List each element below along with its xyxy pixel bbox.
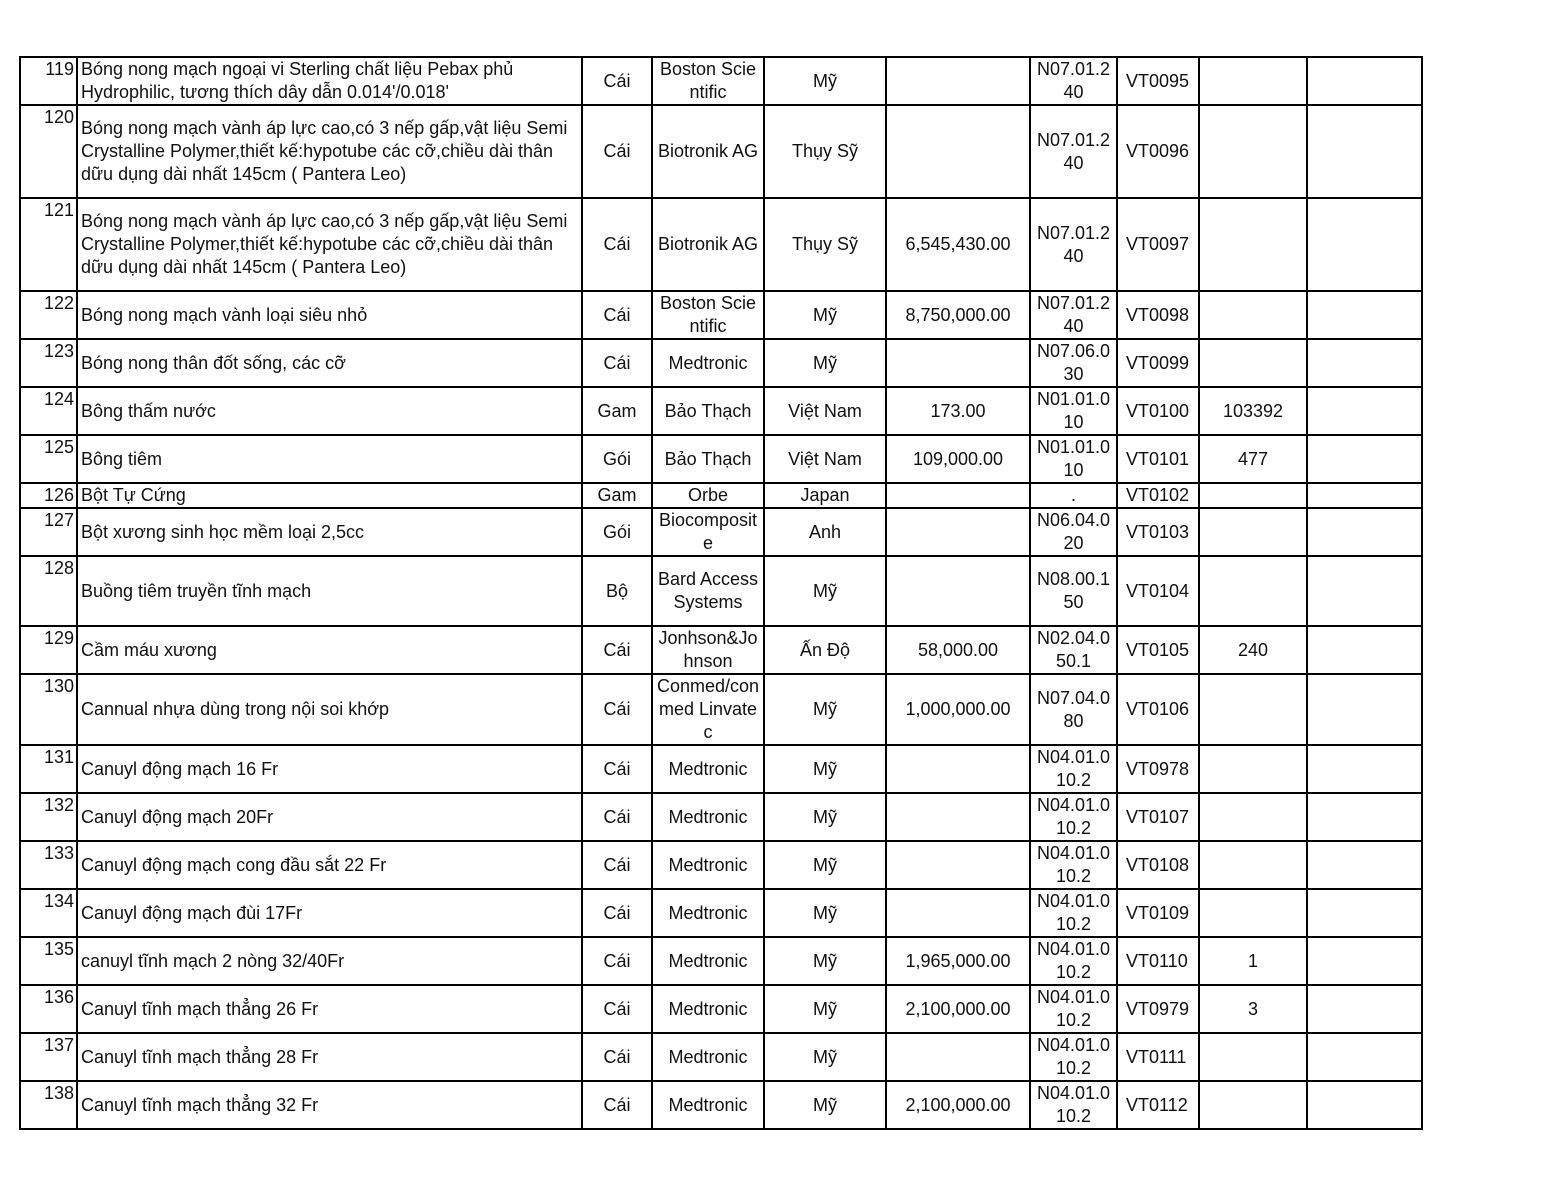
group-code: N04.01.010.2 bbox=[1030, 937, 1117, 985]
item-name: Canuyl tĩnh mạch thẳng 26 Fr bbox=[77, 985, 582, 1033]
table-body bbox=[20, 57, 1422, 1129]
unit: Gói bbox=[582, 435, 652, 483]
country: Thụy Sỹ bbox=[764, 105, 886, 198]
manufacturer: Biocomposite bbox=[652, 508, 764, 556]
item-name: Canuyl động mạch 16 Fr bbox=[77, 745, 582, 793]
quantity: 477 bbox=[1199, 435, 1307, 483]
table-row bbox=[20, 339, 1422, 387]
unit: Cái bbox=[582, 105, 652, 198]
unit-price: 1,000,000.00 bbox=[886, 674, 1030, 745]
group-code: N07.06.030 bbox=[1030, 339, 1117, 387]
table-row bbox=[20, 937, 1422, 985]
row-number: 120 bbox=[20, 105, 77, 198]
row-number: 121 bbox=[20, 198, 77, 291]
unit-price bbox=[886, 889, 1030, 937]
manufacturer: Bảo Thạch bbox=[652, 387, 764, 435]
manufacturer: Biotronik AG bbox=[652, 198, 764, 291]
unit-price: 58,000.00 bbox=[886, 626, 1030, 674]
unit-price bbox=[886, 745, 1030, 793]
item-code: VT0095 bbox=[1117, 57, 1199, 105]
group-code: N04.01.010.2 bbox=[1030, 889, 1117, 937]
unit-price: 2,100,000.00 bbox=[886, 985, 1030, 1033]
table-row bbox=[20, 435, 1422, 483]
extra-cell bbox=[1307, 1033, 1422, 1081]
row-number: 136 bbox=[20, 985, 77, 1033]
unit-price: 2,100,000.00 bbox=[886, 1081, 1030, 1129]
extra-cell bbox=[1307, 793, 1422, 841]
group-code: N07.01.240 bbox=[1030, 291, 1117, 339]
item-code: VT0098 bbox=[1117, 291, 1199, 339]
extra-cell bbox=[1307, 291, 1422, 339]
manufacturer: Bảo Thạch bbox=[652, 435, 764, 483]
item-code: VT0979 bbox=[1117, 985, 1199, 1033]
unit-price bbox=[886, 793, 1030, 841]
unit: Cái bbox=[582, 57, 652, 105]
item-name: Buồng tiêm truyền tĩnh mạch bbox=[77, 556, 582, 626]
table-row bbox=[20, 626, 1422, 674]
country: Mỹ bbox=[764, 339, 886, 387]
group-code: N01.01.010 bbox=[1030, 435, 1117, 483]
group-code: N04.01.010.2 bbox=[1030, 985, 1117, 1033]
manufacturer: Bard Access Systems bbox=[652, 556, 764, 626]
manufacturer: Orbe bbox=[652, 483, 764, 508]
row-number: 131 bbox=[20, 745, 77, 793]
item-name: Bông tiêm bbox=[77, 435, 582, 483]
group-code: N07.01.240 bbox=[1030, 57, 1117, 105]
item-name: Bóng nong mạch vành loại siêu nhỏ bbox=[77, 291, 582, 339]
item-name: Canuyl động mạch 20Fr bbox=[77, 793, 582, 841]
quantity: 240 bbox=[1199, 626, 1307, 674]
table-row bbox=[20, 1033, 1422, 1081]
item-name: Canuyl động mạch cong đầu sắt 22 Fr bbox=[77, 841, 582, 889]
item-code: VT0096 bbox=[1117, 105, 1199, 198]
quantity bbox=[1199, 57, 1307, 105]
unit: Cái bbox=[582, 1081, 652, 1129]
item-name: Canuyl động mạch đùi 17Fr bbox=[77, 889, 582, 937]
row-number: 125 bbox=[20, 435, 77, 483]
table-row bbox=[20, 508, 1422, 556]
unit: Cái bbox=[582, 198, 652, 291]
quantity: 3 bbox=[1199, 985, 1307, 1033]
quantity bbox=[1199, 339, 1307, 387]
extra-cell bbox=[1307, 626, 1422, 674]
row-number: 135 bbox=[20, 937, 77, 985]
row-number: 129 bbox=[20, 626, 77, 674]
item-code: VT0108 bbox=[1117, 841, 1199, 889]
row-number: 133 bbox=[20, 841, 77, 889]
country: Mỹ bbox=[764, 674, 886, 745]
item-code: VT0105 bbox=[1117, 626, 1199, 674]
row-number: 130 bbox=[20, 674, 77, 745]
group-code: N04.01.010.2 bbox=[1030, 841, 1117, 889]
table-row bbox=[20, 793, 1422, 841]
item-code: VT0097 bbox=[1117, 198, 1199, 291]
item-name: Bột xương sinh học mềm loại 2,5cc bbox=[77, 508, 582, 556]
unit: Cái bbox=[582, 985, 652, 1033]
row-number: 138 bbox=[20, 1081, 77, 1129]
group-code: N04.01.010.2 bbox=[1030, 1033, 1117, 1081]
row-number: 127 bbox=[20, 508, 77, 556]
unit: Cái bbox=[582, 793, 652, 841]
manufacturer: Medtronic bbox=[652, 745, 764, 793]
table-row bbox=[20, 291, 1422, 339]
table-row bbox=[20, 745, 1422, 793]
country: Mỹ bbox=[764, 1033, 886, 1081]
unit-price: 1,965,000.00 bbox=[886, 937, 1030, 985]
unit-price: 173.00 bbox=[886, 387, 1030, 435]
unit: Cái bbox=[582, 745, 652, 793]
country: Việt Nam bbox=[764, 435, 886, 483]
manufacturer: Boston Scientific bbox=[652, 57, 764, 105]
manufacturer: Medtronic bbox=[652, 937, 764, 985]
extra-cell bbox=[1307, 339, 1422, 387]
country: Mỹ bbox=[764, 985, 886, 1033]
quantity bbox=[1199, 793, 1307, 841]
unit: Bộ bbox=[582, 556, 652, 626]
quantity bbox=[1199, 508, 1307, 556]
unit: Cái bbox=[582, 674, 652, 745]
table-row bbox=[20, 841, 1422, 889]
unit: Cái bbox=[582, 1033, 652, 1081]
group-code: N08.00.150 bbox=[1030, 556, 1117, 626]
item-name: Bóng nong mạch vành áp lực cao,có 3 nếp gấp,vật liệu Semi Crystalline Polymer,thiết kế:hypotube các cỡ,chiều dài thân dữu dụng dài nhất 145cm ( Pantera Leo) bbox=[77, 105, 582, 198]
quantity bbox=[1199, 291, 1307, 339]
manufacturer: Medtronic bbox=[652, 1081, 764, 1129]
unit: Cái bbox=[582, 626, 652, 674]
unit: Cái bbox=[582, 339, 652, 387]
manufacturer: Medtronic bbox=[652, 1033, 764, 1081]
table-row bbox=[20, 198, 1422, 291]
item-code: VT0099 bbox=[1117, 339, 1199, 387]
unit: Cái bbox=[582, 937, 652, 985]
manufacturer: Conmed/conmed Linvatec bbox=[652, 674, 764, 745]
country: Mỹ bbox=[764, 745, 886, 793]
table-row bbox=[20, 674, 1422, 745]
group-code: N02.04.050.1 bbox=[1030, 626, 1117, 674]
row-number: 134 bbox=[20, 889, 77, 937]
manufacturer: Biotronik AG bbox=[652, 105, 764, 198]
unit: Cái bbox=[582, 841, 652, 889]
item-code: VT0109 bbox=[1117, 889, 1199, 937]
quantity bbox=[1199, 1033, 1307, 1081]
unit-price: 109,000.00 bbox=[886, 435, 1030, 483]
country: Mỹ bbox=[764, 556, 886, 626]
unit: Gam bbox=[582, 387, 652, 435]
item-name: Bột Tự Cứng bbox=[77, 483, 582, 508]
row-number: 123 bbox=[20, 339, 77, 387]
unit-price: 8,750,000.00 bbox=[886, 291, 1030, 339]
row-number: 119 bbox=[20, 57, 77, 105]
group-code: N04.01.010.2 bbox=[1030, 793, 1117, 841]
table-row bbox=[20, 889, 1422, 937]
country: Mỹ bbox=[764, 1081, 886, 1129]
country: Mỹ bbox=[764, 291, 886, 339]
extra-cell bbox=[1307, 1081, 1422, 1129]
unit-price bbox=[886, 57, 1030, 105]
row-number: 122 bbox=[20, 291, 77, 339]
extra-cell bbox=[1307, 674, 1422, 745]
item-name: Canuyl tĩnh mạch thẳng 28 Fr bbox=[77, 1033, 582, 1081]
extra-cell bbox=[1307, 387, 1422, 435]
item-name: Cannual nhựa dùng trong nội soi khớp bbox=[77, 674, 582, 745]
quantity bbox=[1199, 674, 1307, 745]
row-number: 128 bbox=[20, 556, 77, 626]
country: Ấn Độ bbox=[764, 626, 886, 674]
manufacturer: Medtronic bbox=[652, 889, 764, 937]
extra-cell bbox=[1307, 985, 1422, 1033]
table-row bbox=[20, 483, 1422, 508]
quantity bbox=[1199, 198, 1307, 291]
country: Japan bbox=[764, 483, 886, 508]
extra-cell bbox=[1307, 745, 1422, 793]
unit-price bbox=[886, 508, 1030, 556]
row-number: 124 bbox=[20, 387, 77, 435]
table-row bbox=[20, 57, 1422, 105]
item-code: VT0111 bbox=[1117, 1033, 1199, 1081]
group-code: N07.01.240 bbox=[1030, 105, 1117, 198]
quantity bbox=[1199, 745, 1307, 793]
item-code: VT0106 bbox=[1117, 674, 1199, 745]
table-row bbox=[20, 105, 1422, 198]
item-name: Bóng nong thân đốt sống, các cỡ bbox=[77, 339, 582, 387]
item-name: Canuyl tĩnh mạch thẳng 32 Fr bbox=[77, 1081, 582, 1129]
row-number: 137 bbox=[20, 1033, 77, 1081]
group-code: . bbox=[1030, 483, 1117, 508]
extra-cell bbox=[1307, 483, 1422, 508]
item-name: Cầm máu xương bbox=[77, 626, 582, 674]
quantity bbox=[1199, 889, 1307, 937]
country: Mỹ bbox=[764, 937, 886, 985]
unit-price bbox=[886, 841, 1030, 889]
unit-price: 6,545,430.00 bbox=[886, 198, 1030, 291]
extra-cell bbox=[1307, 57, 1422, 105]
quantity bbox=[1199, 556, 1307, 626]
item-name: Bóng nong mạch vành áp lực cao,có 3 nếp gấp,vật liệu Semi Crystalline Polymer,thiết kế:hypotube các cỡ,chiều dài thân dữu dụng dài nhất 145cm ( Pantera Leo) bbox=[77, 198, 582, 291]
table-row bbox=[20, 556, 1422, 626]
unit: Gam bbox=[582, 483, 652, 508]
extra-cell bbox=[1307, 889, 1422, 937]
item-code: VT0107 bbox=[1117, 793, 1199, 841]
extra-cell bbox=[1307, 198, 1422, 291]
table-row bbox=[20, 1081, 1422, 1129]
group-code: N07.04.080 bbox=[1030, 674, 1117, 745]
quantity: 1 bbox=[1199, 937, 1307, 985]
table-row bbox=[20, 387, 1422, 435]
extra-cell bbox=[1307, 841, 1422, 889]
unit: Gói bbox=[582, 508, 652, 556]
country: Mỹ bbox=[764, 57, 886, 105]
item-code: VT0103 bbox=[1117, 508, 1199, 556]
group-code: N04.01.010.2 bbox=[1030, 745, 1117, 793]
group-code: N04.01.010.2 bbox=[1030, 1081, 1117, 1129]
unit-price bbox=[886, 339, 1030, 387]
group-code: N06.04.020 bbox=[1030, 508, 1117, 556]
extra-cell bbox=[1307, 937, 1422, 985]
item-code: VT0100 bbox=[1117, 387, 1199, 435]
country: Anh bbox=[764, 508, 886, 556]
supply-table bbox=[19, 56, 1423, 1130]
extra-cell bbox=[1307, 556, 1422, 626]
unit-price bbox=[886, 556, 1030, 626]
manufacturer: Medtronic bbox=[652, 339, 764, 387]
unit-price bbox=[886, 483, 1030, 508]
quantity bbox=[1199, 105, 1307, 198]
manufacturer: Medtronic bbox=[652, 841, 764, 889]
extra-cell bbox=[1307, 435, 1422, 483]
table-row bbox=[20, 985, 1422, 1033]
quantity bbox=[1199, 841, 1307, 889]
unit: Cái bbox=[582, 889, 652, 937]
manufacturer: Medtronic bbox=[652, 985, 764, 1033]
country: Mỹ bbox=[764, 889, 886, 937]
row-number: 132 bbox=[20, 793, 77, 841]
group-code: N07.01.240 bbox=[1030, 198, 1117, 291]
item-name: Bông thấm nước bbox=[77, 387, 582, 435]
unit-price bbox=[886, 1033, 1030, 1081]
unit-price bbox=[886, 105, 1030, 198]
quantity bbox=[1199, 483, 1307, 508]
manufacturer: Jonhson&Johnson bbox=[652, 626, 764, 674]
item-code: VT0104 bbox=[1117, 556, 1199, 626]
manufacturer: Boston Scientific bbox=[652, 291, 764, 339]
item-code: VT0102 bbox=[1117, 483, 1199, 508]
group-code: N01.01.010 bbox=[1030, 387, 1117, 435]
country: Mỹ bbox=[764, 841, 886, 889]
manufacturer: Medtronic bbox=[652, 793, 764, 841]
item-code: VT0112 bbox=[1117, 1081, 1199, 1129]
extra-cell bbox=[1307, 508, 1422, 556]
item-name: canuyl tĩnh mạch 2 nòng 32/40Fr bbox=[77, 937, 582, 985]
quantity: 103392 bbox=[1199, 387, 1307, 435]
extra-cell bbox=[1307, 105, 1422, 198]
item-code: VT0101 bbox=[1117, 435, 1199, 483]
country: Thụy Sỹ bbox=[764, 198, 886, 291]
country: Mỹ bbox=[764, 793, 886, 841]
country: Việt Nam bbox=[764, 387, 886, 435]
item-code: VT0110 bbox=[1117, 937, 1199, 985]
item-code: VT0978 bbox=[1117, 745, 1199, 793]
unit: Cái bbox=[582, 291, 652, 339]
row-number: 126 bbox=[20, 483, 77, 508]
item-name: Bóng nong mạch ngoại vi Sterling chất liệu Pebax phủ Hydrophilic, tương thích dây dẫn 0.014'/0.018' bbox=[77, 57, 582, 105]
quantity bbox=[1199, 1081, 1307, 1129]
